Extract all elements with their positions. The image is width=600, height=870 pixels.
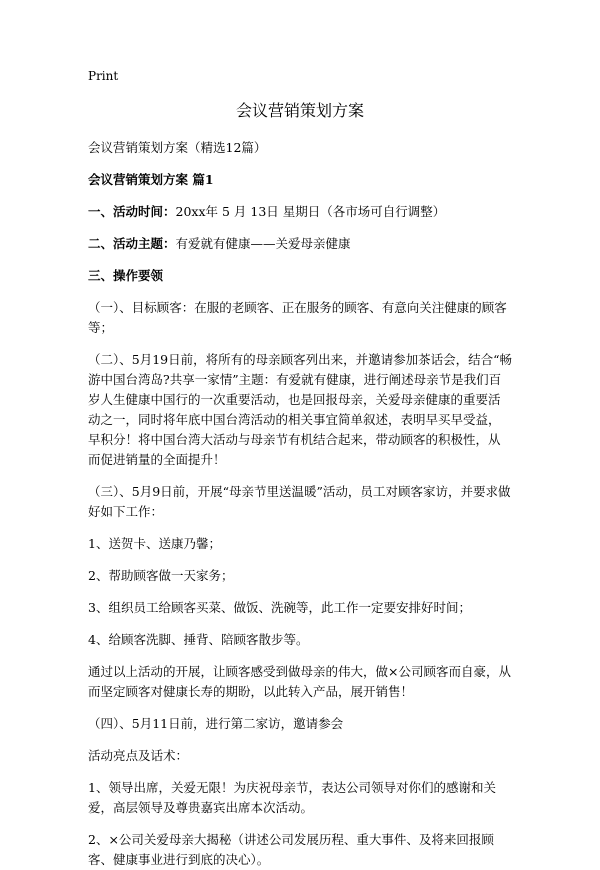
paragraph-summary: 通过以上活动的开展，让顾客感受到做母亲的伟大，做×公司顾客而自豪，从而坚定顾客对健康长寿的期盼，以此转入产品，展开销售！ [88,664,511,699]
list-item-3: 3、组织员工给顾客买菜、做饭、洗碗等，此工作一定要安排好时间； [88,600,471,615]
operations-heading: 三、操作要领 [88,268,164,283]
list-item-4: 4、给顾客洗脚、捶背、陪顾客散步等。 [88,632,309,647]
print-label: Print [88,69,119,83]
activity-time [88,202,512,222]
activity-time-label: 一、活动时间： [88,204,176,219]
activity-time-value: 20xx年 5 月 13日 星期日（各市场可自行调整） [175,204,446,219]
activity-theme-label: 二、活动主题： [88,236,176,251]
list-item-1: 1、送贺卡、送康乃馨； [88,536,221,551]
document-title: 会议营销策划方案 [235,101,364,120]
section-title: 会议营销策划方案 篇1 [88,172,214,187]
highlight-item-1: 1、领导出席，关爱无限！为庆祝母亲节，表达公司领导对你们的感谢和关爱，高层领导及尊贵嘉宾出席本次活动。 [88,780,496,815]
highlights-heading: 活动亮点及话术： [88,748,189,763]
highlight-item-2: 2、×公司关爱母亲大揭秘（讲述公司发展历程、重大事件、及将来回报顾客、健康事业进行到底的决心）。 [88,832,494,867]
paragraph-second-visit: （四）、5月11日前，进行第二家访，邀请参会 [88,716,344,731]
document-subtitle: 会议营销策划方案（精选12篇） [88,140,267,155]
activity-theme [88,234,512,254]
paragraph-tea-party: （二）、5月19日前，将所有的母亲顾客列出来，并邀请参加茶话会，结合“畅游中国台湾岛?共享一家情”主题：有爱就有健康，进行阐述母亲节是我们百岁人生健康中国行的一次重要活动，也是回报母亲，关爱母亲健康的重要活动之一，同时将年底中国台湾活动的相关事宜简单叙述，表明早买早受益，早积分！将中国台湾大活动与母亲节有机结合起来，带动顾客的积极性，从而促进销量的全面提升！ [88,352,513,467]
paragraph-home-visit: （三）、5月9日前，开展“母亲节里送温暖”活动，员工对顾客家访，并要求做好如下工作： [88,484,511,519]
paragraph-target-customers: （一）、目标顾客：在服的老顾客、正在服务的顾客、有意向关注健康的顾客等； [88,300,507,335]
activity-theme-value: 有爱就有健康——关爱母亲健康 [175,236,351,251]
list-item-2: 2、帮助顾客做一天家务； [88,568,234,583]
